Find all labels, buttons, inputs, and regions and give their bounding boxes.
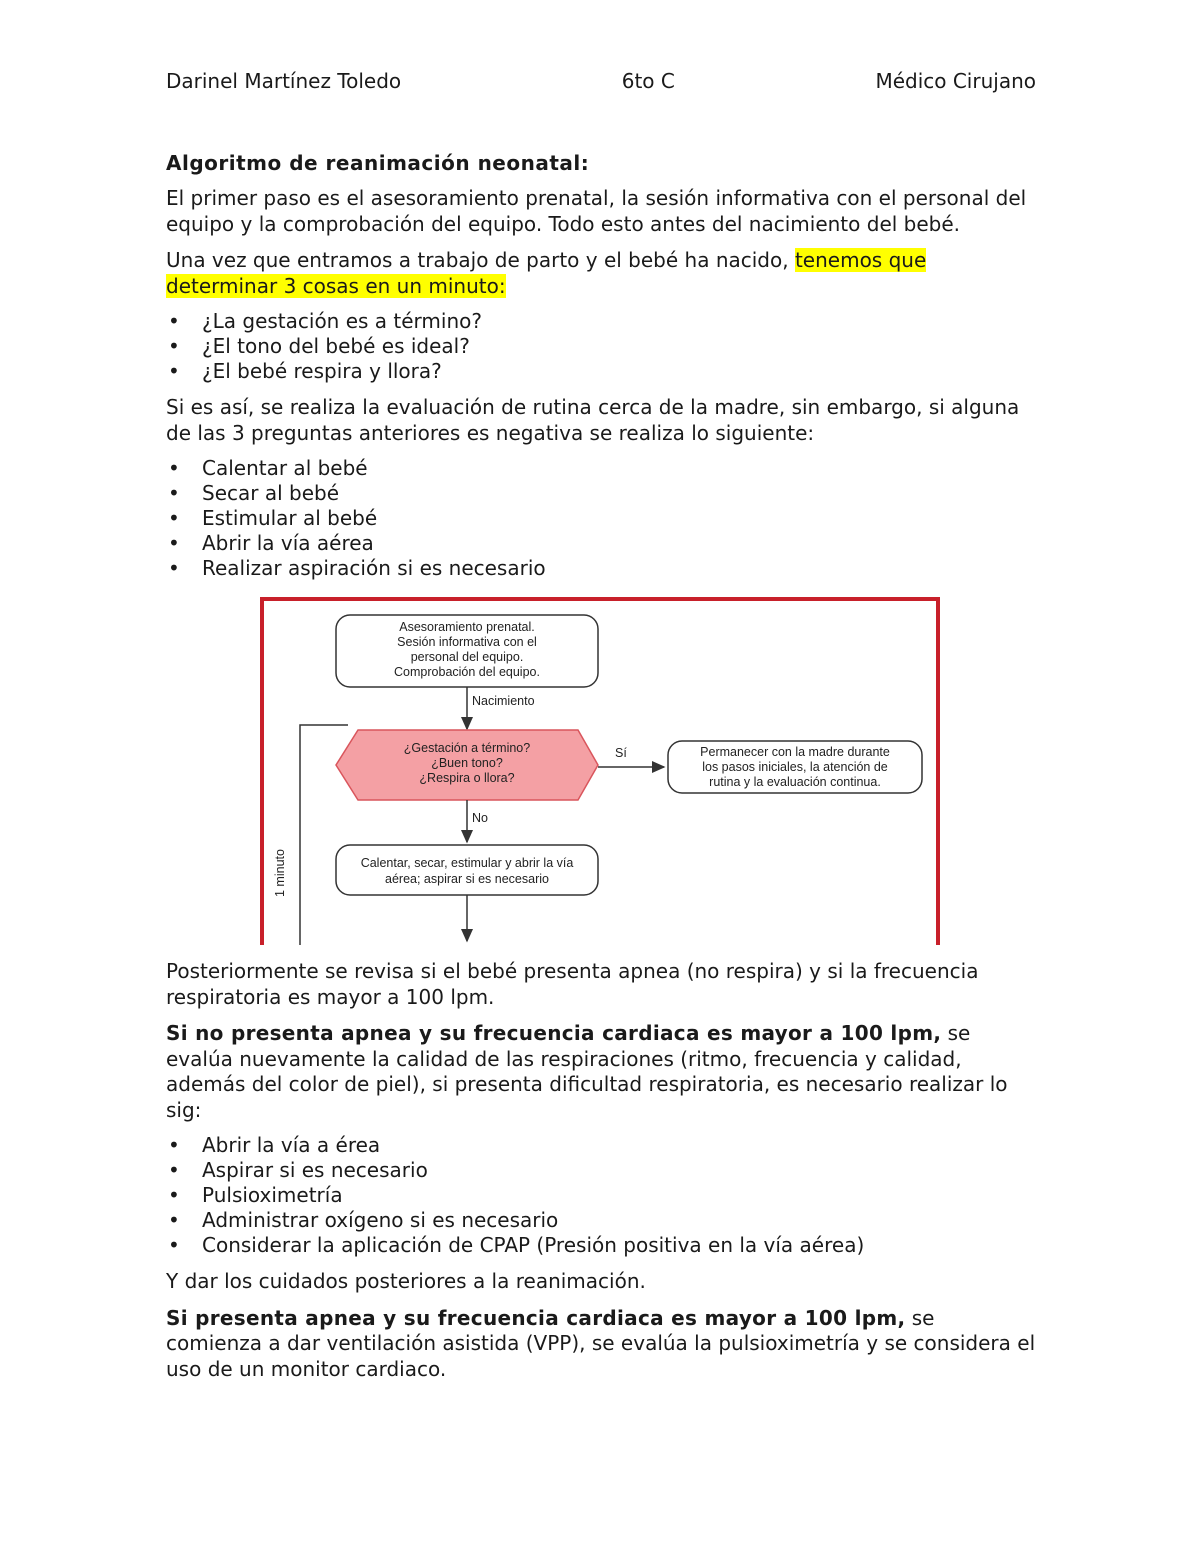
bold-condition: Si no presenta apnea y su frecuencia cardiaca es mayor a 100 lpm,: [166, 1021, 942, 1045]
prenatal-box-line: personal del equipo.: [410, 650, 524, 664]
list-item: • Estimular al bebé: [166, 506, 1036, 531]
career-label: Médico Cirujano: [875, 69, 1036, 93]
yes-label: Sí: [615, 746, 627, 760]
prenatal-box-line: Sesión informativa con el: [397, 635, 537, 649]
paragraph-apnea: Posteriormente se revisa si el bebé presenta apnea (no respira) y si la frecuencia respiratoria es mayor a 100 lpm.: [166, 959, 979, 1009]
paragraph-birth: [166, 248, 1036, 299]
paragraph-prenatal: El primer paso es el asesoramiento prenatal, la sesión informativa con el personal del equipo y la comprobación del equipo. Todo esto antes del nacimiento del bebé.: [166, 186, 1027, 236]
diamond-line: ¿Respira o llora?: [419, 771, 515, 785]
steps-list: [166, 456, 1036, 581]
list-item: • Calentar al bebé: [166, 456, 1036, 481]
list-item: • Considerar la aplicación de CPAP (Presión positiva en la vía aérea): [166, 1233, 1036, 1258]
paragraph-birth-text: Una vez que entramos a trabajo de parto y el bebé ha nacido,: [166, 248, 795, 272]
list-item: • Realizar aspiración si es necesario: [166, 556, 1036, 581]
list-item: • Administrar oxígeno si es necesario: [166, 1208, 1036, 1233]
flowchart-svg: [260, 597, 940, 945]
paragraph-apnea-vpp: [166, 1306, 1036, 1383]
paragraph-no-apnea-text: se evalúa nuevamente la calidad de las respiraciones (ritmo, frecuencia y calidad, además del color de piel), si presenta dificultad respiratoria, es necesario realizar lo sig:: [166, 1021, 1008, 1122]
prenatal-box-line: Asesoramiento prenatal.: [399, 620, 535, 634]
author-name: Darinel Martínez Toledo: [166, 69, 402, 93]
list-item: • Abrir la vía aérea: [166, 531, 1036, 556]
paragraph-no-apnea: [166, 1021, 1036, 1123]
list-item: • ¿El tono del bebé es ideal?: [166, 334, 1036, 359]
flowchart-figure: [260, 597, 940, 945]
document-page: [166, 68, 1036, 1382]
diamond-line: ¿Gestación a término?: [403, 741, 531, 755]
group-label: 6to C: [621, 69, 675, 93]
paragraph-routine: Si es así, se realiza la evaluación de rutina cerca de la madre, sin embargo, si alguna de las 3 preguntas anteriores es negativa se realiza lo siguiente:: [166, 395, 1020, 445]
mother-box-line: Permanecer con la madre durante: [700, 745, 890, 759]
mother-box-line: los pasos iniciales, la atención de: [702, 760, 888, 774]
list-item: • Secar al bebé: [166, 481, 1036, 506]
list-item: • Abrir la vía a érea: [166, 1133, 1036, 1158]
section-title: Algoritmo de reanimación neonatal:: [166, 151, 590, 175]
list-item: • Pulsioximetría: [166, 1183, 1036, 1208]
paragraph-post-care: Y dar los cuidados posteriores a la reanimación.: [166, 1269, 646, 1293]
bold-condition: Si presenta apnea y su frecuencia cardiaca es mayor a 100 lpm,: [166, 1305, 906, 1330]
birth-label: Nacimiento: [472, 694, 535, 708]
list-item: • ¿El bebé respira y llora?: [166, 359, 1036, 384]
warm-dry-box: [336, 845, 598, 895]
page-header: [166, 68, 1036, 94]
no-label: No: [472, 811, 488, 825]
highlighted-text: tenemos que determinar 3 cosas en un minuto:: [166, 248, 927, 298]
mother-box-line: rutina y la evaluación continua.: [709, 775, 881, 789]
diamond-line: ¿Buen tono?: [431, 756, 503, 770]
list-item: • Aspirar si es necesario: [166, 1158, 1036, 1183]
questions-list: [166, 309, 1036, 384]
steps-list-2: [166, 1133, 1036, 1258]
paragraph-apnea-vpp-text: se comienza a dar ventilación asistida (VPP), se evalúa la pulsioximetría y se considera el uso de un monitor cardiaco.: [166, 1305, 1036, 1381]
warm-dry-box-line: Calentar, secar, estimular y abrir la vía: [360, 856, 574, 870]
list-item: • ¿La gestación es a término?: [166, 309, 1036, 334]
warm-dry-box-line: aérea; aspirar si es necesario: [385, 872, 549, 886]
minute-label: 1 minuto: [273, 849, 287, 897]
prenatal-box-line: Comprobación del equipo.: [394, 665, 540, 679]
